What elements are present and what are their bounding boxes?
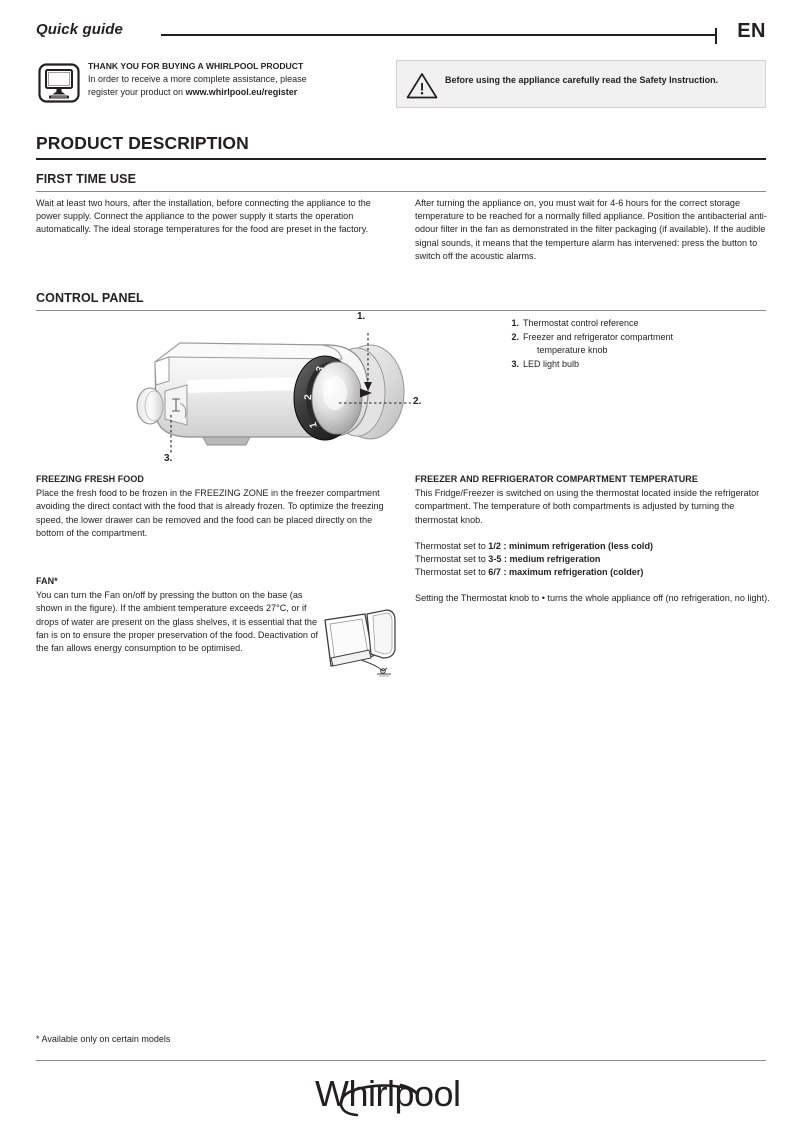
freezing-fresh-food-title: FREEZING FRESH FOOD	[36, 474, 144, 484]
freezing-fresh-food-block	[36, 473, 388, 540]
compartment-temperature-block	[415, 473, 777, 606]
page-header	[36, 20, 766, 54]
compartment-temperature-intro: This Fridge/Freezer is switched on using the thermostat located inside the refrigerator compartment. The temperature of both compartments is adjusted by turning the thermostat knob.	[415, 488, 760, 525]
section-rule-first-time-use	[36, 191, 766, 192]
thermostat-setting-value-1: 1/2 : minimum refrigeration (less cold)	[488, 540, 654, 551]
figure-callout-3: 3.	[164, 453, 173, 464]
legend-label-2: Freezer and refrigerator compartment	[523, 331, 674, 342]
section-rule-product-description	[36, 158, 766, 160]
thank-you-title: THANK YOU FOR BUYING A WHIRLPOOL PRODUCT	[88, 61, 304, 71]
first-time-use-right-text: After turning the appliance on, you must wait for 4-6 hours for the correct storage temperature to be reached for a normally filled appliance. Position the antibacterial anti-odour filter in the fan as demonstrated in the filter packaging (if available). If the audible signal sounds, it means that the temperture alarm has intervened: press the button to switch off the acoustic alarms.	[415, 198, 767, 261]
legend-number-1: 1.	[511, 318, 519, 328]
legend-label-1: Thermostat control reference	[523, 318, 639, 328]
header-divider	[161, 34, 716, 36]
fan-first-line: You can turn the Fan on/off by pressing the button on the base (as	[36, 590, 303, 601]
thermostat-setting-prefix-2: Thermostat set to	[415, 554, 489, 565]
thermostat-setting-row	[415, 553, 777, 566]
legend-item-1	[505, 317, 775, 331]
section-title-control-panel: CONTROL PANEL	[36, 291, 144, 305]
monitor-icon	[38, 63, 80, 103]
compartment-temperature-title: FREEZER AND REFRIGERATOR COMPARTMENT TEMPERATURE	[415, 474, 698, 484]
safety-notice-text: Before using the appliance carefully read the Safety Instruction.	[445, 75, 719, 85]
thermostat-setting-value-3: 6/7 : maximum refrigeration (colder)	[488, 567, 644, 578]
register-prefix: register your product on	[88, 86, 186, 97]
thank-you-line2	[88, 86, 383, 99]
svg-text:2: 2	[303, 394, 315, 401]
thermostat-off-note: Setting the Thermostat knob to • turns the whole appliance off (no refrigeration, no light).	[415, 593, 770, 604]
thermostat-settings-list	[415, 540, 777, 580]
fan-text: shown in the figure). If the ambient temperature exceeds 27°C, or if drops of water are present on the glass shelves, it is essential that the fan is on to ensure the proper preservation of the food. Deactivation of the fan allows energy consumption to be optimised.	[36, 603, 319, 654]
thank-you-text	[88, 60, 383, 98]
thermostat-setting-prefix-3: Thermostat set to	[415, 567, 489, 578]
legend-number-2: 2.	[511, 331, 519, 342]
register-url[interactable]: www.whirlpool.eu/register	[185, 86, 298, 97]
language-badge: EN	[737, 20, 766, 42]
thank-you-line1: In order to receive a more complete assistance, please	[88, 74, 307, 84]
page-title: Quick guide	[36, 21, 123, 38]
thermostat-setting-value-2: 3-5 : medium refrigeration	[488, 554, 601, 565]
thermostat-setting-prefix-1: Thermostat set to	[415, 540, 489, 551]
legend-item-2	[505, 331, 775, 358]
thermostat-setting-row	[415, 540, 777, 553]
footer-divider	[36, 1060, 766, 1061]
control-panel-legend	[505, 317, 775, 371]
freezing-fresh-food-text: Place the fresh food to be frozen in the FREEZING ZONE in the freezer compartment avoiding the direct contact with the food that is already frozen. To optimize the freezing speed, the lower drawer can be removed and the food can be placed directly on the bottom of the compartment.	[36, 488, 384, 538]
figure-callout-2: 2.	[413, 396, 422, 407]
legend-number-3: 3.	[511, 358, 519, 369]
section-title-product-description: PRODUCT DESCRIPTION	[36, 133, 249, 153]
section-rule-control-panel	[36, 310, 766, 311]
thermostat-setting-row	[415, 566, 777, 579]
legend-label-3: LED light bulb	[523, 358, 580, 369]
whirlpool-logo	[0, 1068, 802, 1129]
svg-text:Whirlpool: Whirlpool	[315, 1073, 461, 1114]
warning-triangle-icon	[406, 72, 438, 99]
figure-callout-1: 1.	[357, 311, 366, 322]
footnote: * Available only on certain models	[36, 1034, 171, 1044]
fan-figure	[321, 608, 401, 680]
safety-notice-box	[396, 60, 766, 108]
first-time-use-left-text: Wait at least two hours, after the installation, before connecting the appliance to the power supply. Connect the appliance to the power supply it starts the operation automatically. The ideal storage temperatures for the food are preset in the factory.	[36, 198, 371, 235]
thank-you-block	[36, 60, 381, 112]
legend-item-3	[505, 358, 775, 372]
header-divider-tick	[715, 28, 717, 44]
section-title-first-time-use: FIRST TIME USE	[36, 172, 137, 186]
svg-text:1: 1	[307, 420, 320, 430]
legend-label-2-cont: temperature knob	[537, 345, 608, 355]
fan-title: FAN*	[36, 576, 58, 586]
svg-text:3: 3	[314, 365, 327, 374]
control-panel-figure	[125, 311, 445, 470]
